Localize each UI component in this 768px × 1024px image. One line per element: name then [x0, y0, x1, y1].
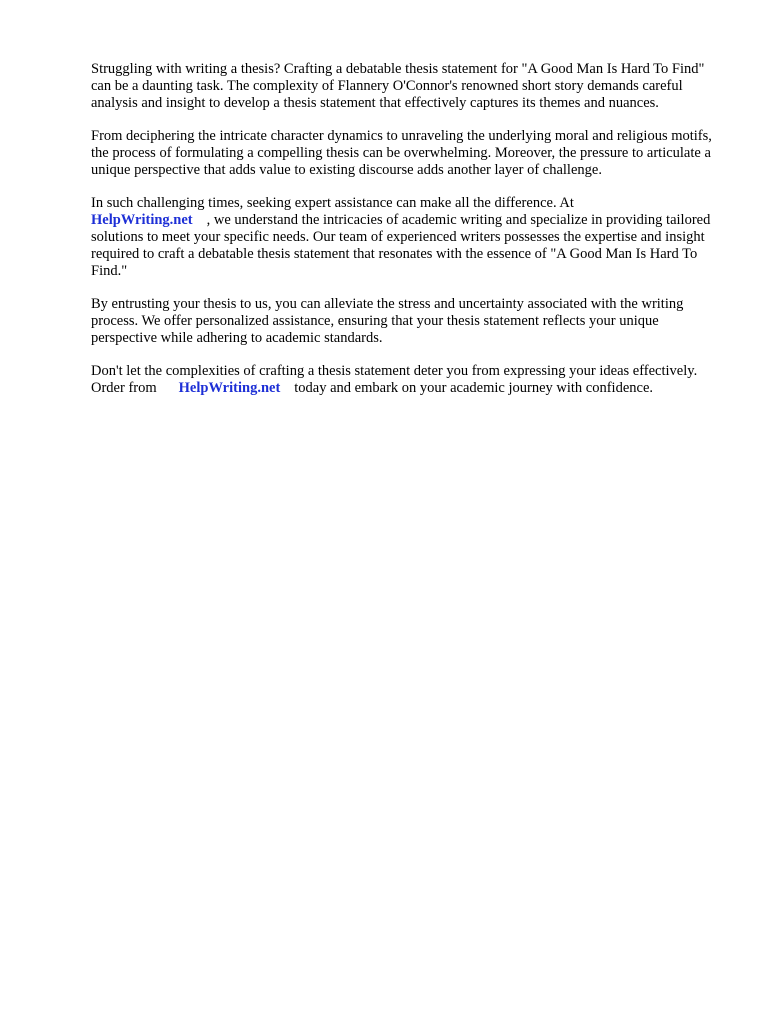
paragraph-service-text-end: , we understand the intricacies of academic writing and specialize in providing tailored solutions to meet your specific needs. Our team of experienced writers possesses the expertise and insight required to craft a debatable thesis statement that resonates with the essence of "A Good Man Is Hard To Find." — [91, 212, 711, 279]
paragraph-intro: Struggling with writing a thesis? Crafting a debatable thesis statement for "A Good Man Is Hard To Find" can be a daunting task. The complexity of Flannery O'Connor's renowned short story demands careful analysis and insight to develop a thesis statement that effectively captures its themes and nuances. — [91, 61, 705, 111]
helpwriting-link[interactable]: HelpWriting.net — [91, 212, 193, 228]
paragraph-cta-text-end: today and embark on your academic journey with confidence. — [294, 380, 654, 396]
paragraph-cta-text-start: Don't let the complexities of crafting a thesis statement deter you from expressing your ideas effectively. Order from — [91, 363, 698, 396]
document-body — [91, 61, 721, 413]
paragraph-service-text-start: In such challenging times, seeking expert assistance can make all the difference. At — [91, 195, 574, 211]
paragraph-call-to-action — [91, 363, 721, 397]
helpwriting-order-link[interactable]: HelpWriting.net — [178, 380, 281, 396]
paragraph-service — [91, 195, 721, 280]
paragraph-challenges: From deciphering the intricate character dynamics to unraveling the underlying moral and religious motifs, the process of formulating a compelling thesis can be overwhelming. Moreover, the pressure to articulate a unique perspective that adds value to existing discourse adds another layer of challenge. — [91, 128, 712, 178]
paragraph-benefits: By entrusting your thesis to us, you can alleviate the stress and uncertainty associated with the writing process. We offer personalized assistance, ensuring that your thesis statement reflects your unique perspective while adhering to academic standards. — [91, 296, 684, 346]
